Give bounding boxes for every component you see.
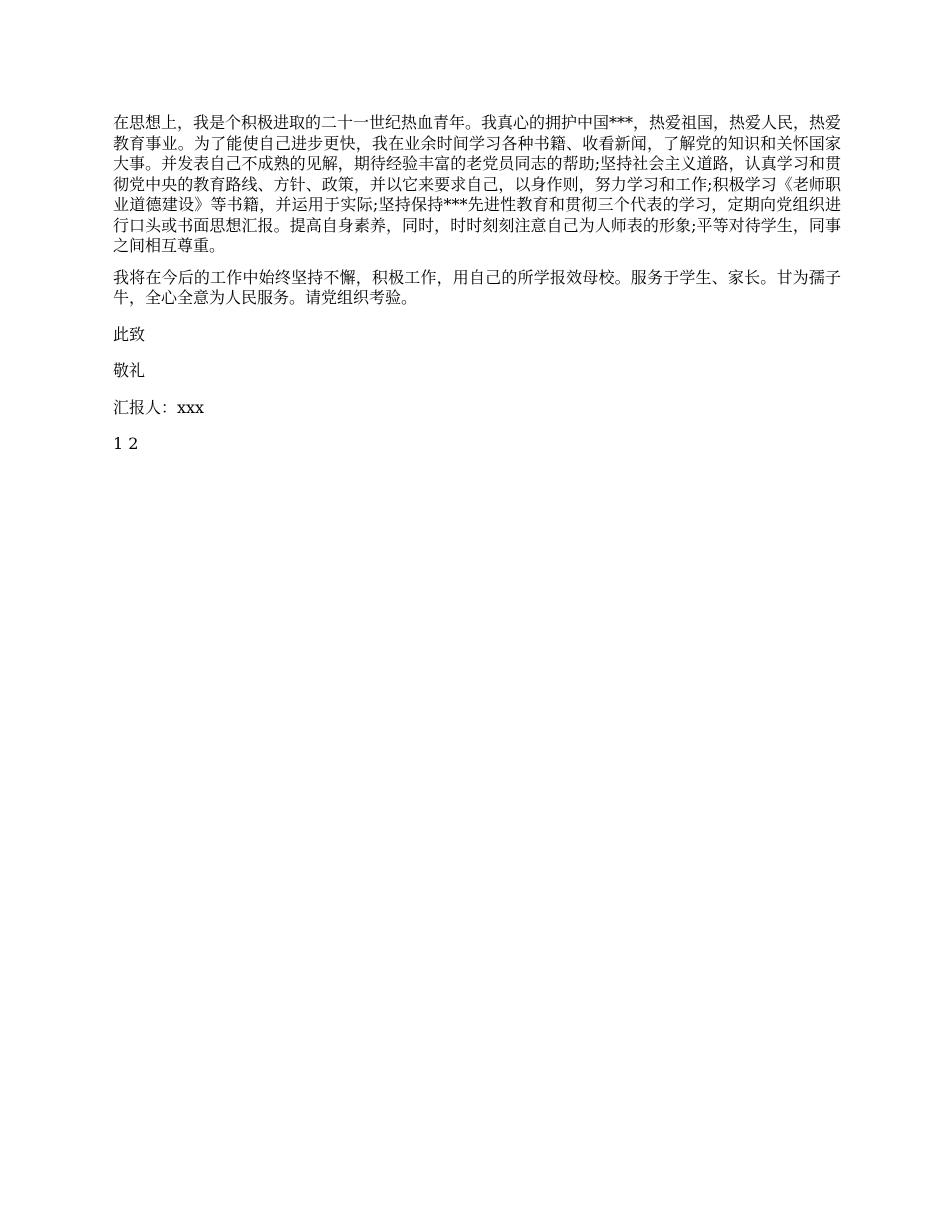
reporter-line: 汇报人：xxx (113, 397, 205, 417)
paragraph-commitment: 我将在今后的工作中始终坚持不懈，积极工作，用自己的所学报效母校。服务于学生、家长。甘为孺子牛，全心全意为人民服务。请党组织考验。 (113, 267, 841, 307)
closing-line: 此致 (113, 324, 146, 344)
document-page (113, 113, 841, 471)
page-numbers[interactable]: 1 2 (113, 434, 139, 453)
salutation-line: 敬礼 (113, 361, 146, 380)
paragraph-thoughts: 在思想上，我是个积极进取的二十一世纪热血青年。我真心的拥护中国***，热爱祖国，热爱人民，热爱教育事业。为了能使自己进步更快，我在业余时间学习各种书籍、收看新闻，了解党的知识和关怀国家大事。并发表自己不成熟的见解，期待经验丰富的老党员同志的帮助;坚持社会主义道路，认真学习和贯彻党中央的教育路线、方针、政策，并以它来要求自己，以身作则，努力学习和工作;积极学习《老师职业道德建设》等书籍，并运用于实际;坚持保持***先进性教育和贯彻三个代表的学习，定期向党组织进行口头或书面思想汇报。提高自身素养，同时，时时刻刻注意自己为人师表的形象;平等对待学生，同事之间相互尊重。 (113, 113, 842, 255)
